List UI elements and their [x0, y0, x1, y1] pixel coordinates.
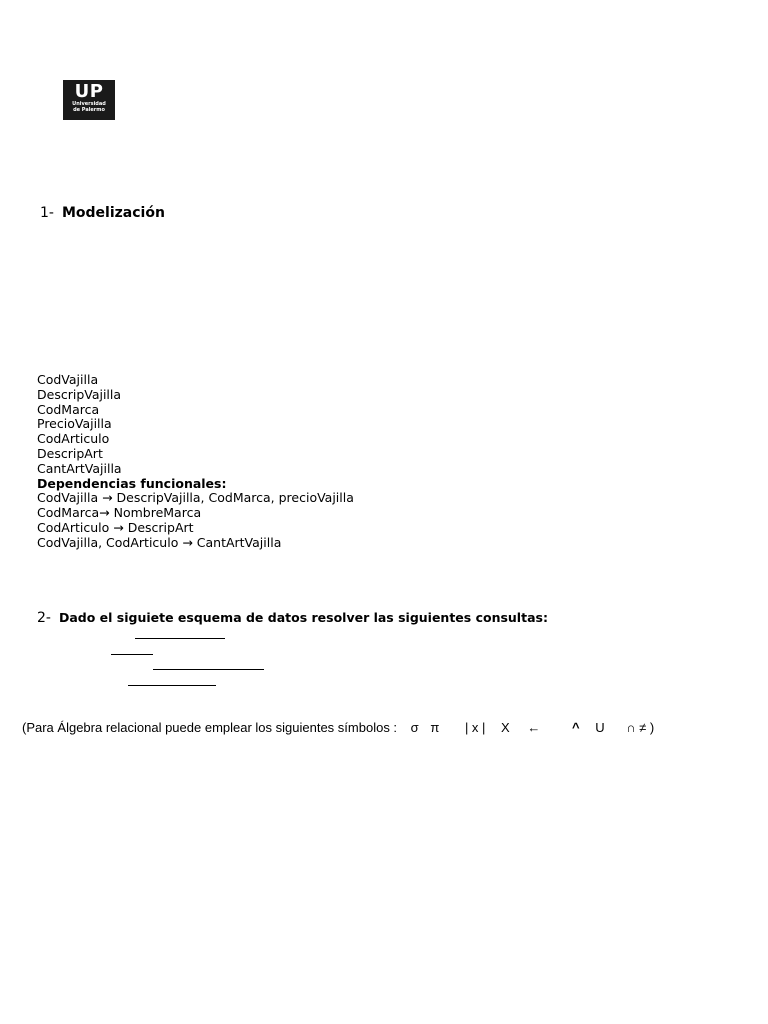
section1-heading — [40, 205, 165, 221]
blank-underline — [135, 638, 225, 639]
section1-title: Modelización — [61, 205, 165, 221]
attribute-item: CodVajilla — [37, 372, 99, 387]
attribute-item: PrecioVajilla — [37, 416, 112, 432]
section1-number: 1- — [40, 205, 54, 221]
blank-underline — [153, 669, 264, 670]
attribute-list — [37, 373, 354, 551]
symbols-note — [22, 720, 654, 735]
cartesian-product-symbol: X — [501, 720, 510, 735]
logo-line2: de Palermo — [73, 107, 105, 113]
dependencies-title: Dependencias funcionales: — [37, 475, 227, 491]
dependency-item: CodVajilla, CodArticulo → CantArtVajilla — [37, 534, 282, 550]
attribute-item: CodMarca — [37, 401, 100, 417]
intersection-notequal-symbol: ∩ ≠ ) — [626, 720, 655, 735]
section2-number: 2- — [37, 610, 51, 626]
dependency-item: CodVajilla → DescripVajilla, CodMarca, precioVajilla — [37, 490, 354, 506]
section2-heading — [37, 610, 548, 626]
assignment-arrow-symbol: ← — [527, 720, 541, 735]
pi-symbol: π — [430, 720, 440, 735]
natural-join-symbol: | x | — [464, 720, 486, 735]
and-symbol: ^ — [571, 720, 580, 735]
sigma-symbol: σ — [410, 720, 419, 735]
attribute-item: DescripArt — [37, 445, 103, 461]
blank-underline — [128, 685, 216, 686]
blank-underline — [111, 654, 153, 655]
university-logo — [63, 80, 115, 120]
dependency-item: CodArticulo → DescripArt — [37, 519, 194, 535]
union-symbol: U — [595, 720, 605, 735]
attribute-item: DescripVajilla — [37, 386, 122, 402]
dependency-item: CodMarca→ NombreMarca — [37, 505, 202, 521]
logo-up-text: UP — [74, 81, 104, 102]
logo-line1: Universidad — [72, 101, 106, 107]
symbols-prefix: (Para Álgebra relacional puede emplear los siguientes símbolos : — [22, 720, 398, 735]
attribute-item: CodArticulo — [37, 431, 110, 447]
section2-title: Dado el siguiete esquema de datos resolver las siguientes consultas: — [58, 610, 548, 625]
attribute-item: CantArtVajilla — [37, 460, 122, 476]
